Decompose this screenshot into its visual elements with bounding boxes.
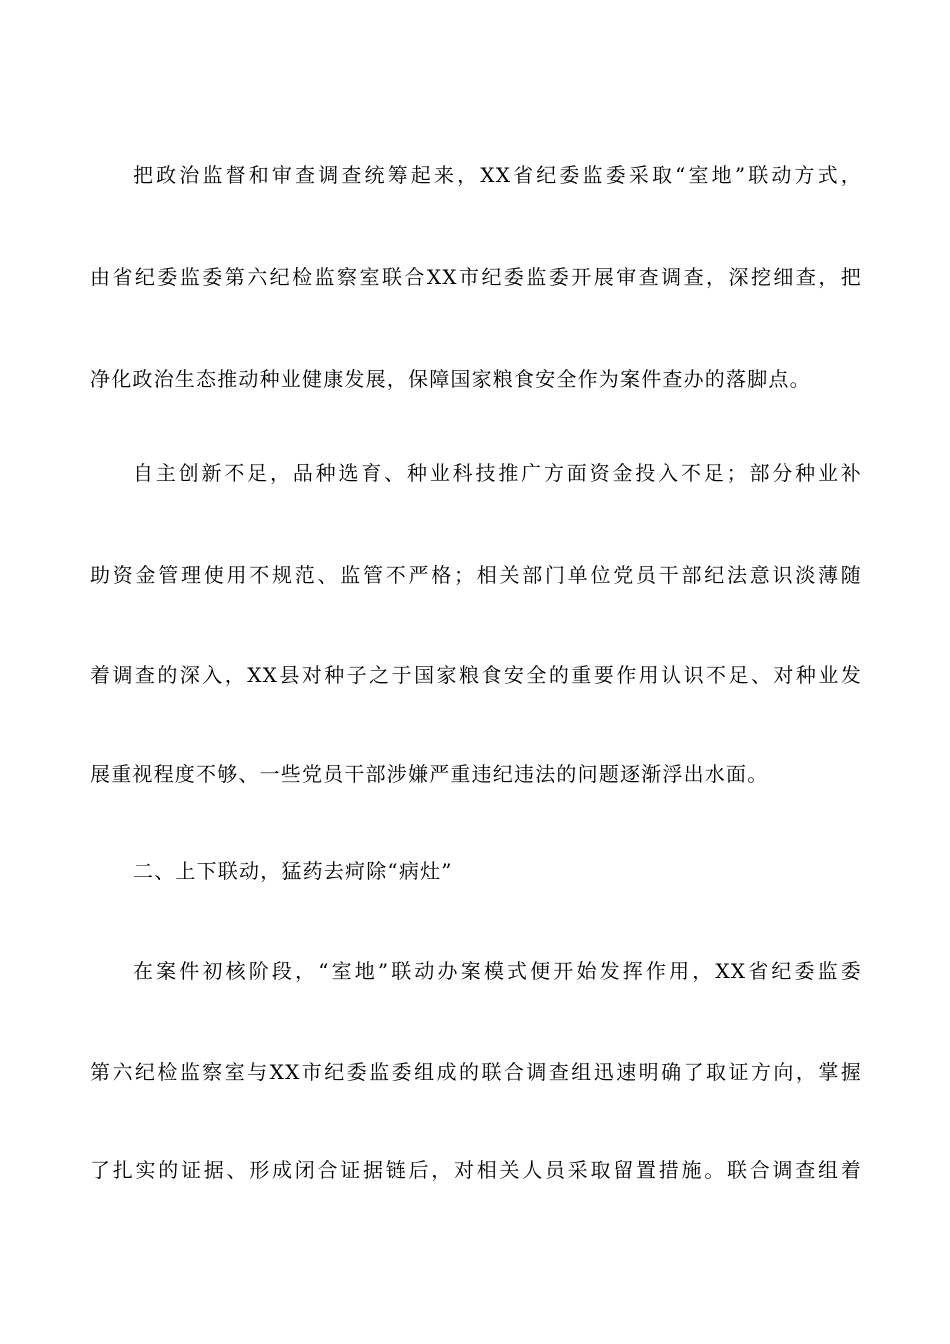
paragraph-3-line-2: 第六纪检监察室与XX市纪委监委组成的联合调查组迅速明确了取证方向，掌握	[90, 1060, 862, 1084]
paragraph-2-line-3: 着调查的深入，XX县对种子之于国家粮食安全的重要作用认识不足、对种业发	[90, 663, 862, 687]
paragraph-1-line-1: 把政治监督和审查调查统筹起来，XX省纪委监委采取“室地”联动方式，	[133, 163, 862, 187]
paragraph-3-line-3: 了扎实的证据、形成闭合证据链后，对相关人员采取留置措施。联合调查组着	[90, 1158, 862, 1182]
section-heading: 二、上下联动，猛药去疴除“病灶”	[133, 859, 453, 883]
paragraph-2-line-2: 助资金管理使用不规范、监管不严格；相关部门单位党员干部纪法意识淡薄随	[90, 563, 862, 587]
paragraph-1-line-3: 净化政治生态推动种业健康发展，保障国家粮食安全作为案件查办的落脚点。	[90, 367, 811, 391]
paragraph-2-line-1: 自主创新不足，品种选育、种业科技推广方面资金投入不足；部分种业补	[133, 461, 862, 485]
paragraph-1-line-2: 由省纪委监委第六纪检监察室联合XX市纪委监委开展审查调查，深挖细查，把	[90, 265, 862, 289]
paragraph-2-line-4: 展重视程度不够、一些党员干部涉嫌严重违纪违法的问题逐渐浮出水面。	[90, 762, 769, 786]
paragraph-3-line-1: 在案件初核阶段，“室地”联动办案模式便开始发挥作用，XX省纪委监委	[133, 959, 862, 983]
